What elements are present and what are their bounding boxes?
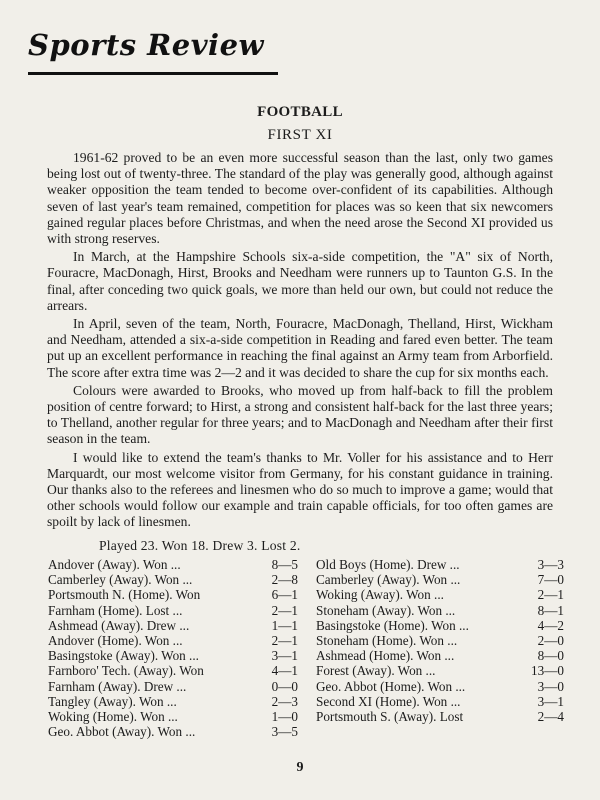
match-score: 7—0 [537, 572, 564, 588]
match-score: 3—1 [537, 693, 564, 709]
match-label: Stoneham (Home). Won ... [316, 632, 458, 648]
subsection-heading: FIRST XI [267, 127, 333, 143]
match-label: Woking (Away). Won ... [316, 587, 444, 603]
paragraph: In March, at the Hampshire Schools six-a-side competition, the "A" six of North, Fouracre, MacDonagh, Hirst, Brooks and Needham were runners up to Taunton G.S. In the final, after conceding two quick goals, we more than held our own, but could not reduce the arrears. [47, 249, 553, 313]
match-label: Old Boys (Home). Drew ... [316, 557, 460, 572]
banner-underline [28, 72, 278, 75]
result-row [48, 603, 298, 618]
page-number: 9 [296, 760, 304, 775]
result-row [316, 603, 564, 618]
paragraph: I would like to extend the team's thanks to Mr. Voller for his assistance and to Herr Marquardt, our most welcome visitor from Germany, for his constant guidance in training. Our thanks also to the referees and linesmen who do so much to improve a game; would that other schools would follow our example and train capable officials, for too often games are spoilt by lack of linesmen. [47, 449, 553, 530]
match-label: Ashmead (Away). Drew ... [48, 617, 190, 633]
match-label: Farnham (Away). Drew ... [48, 678, 187, 694]
match-score: 2—1 [271, 602, 298, 618]
result-row [316, 618, 564, 633]
match-score: 0—0 [271, 678, 298, 694]
match-score: 2—3 [271, 693, 298, 709]
match-label: Woking (Home). Won ... [48, 708, 178, 724]
match-score: 1—1 [271, 617, 298, 633]
match-score: 6—1 [271, 587, 298, 603]
match-label: Geo. Abbot (Away). Won ... [48, 724, 196, 740]
match-score: 4—1 [271, 663, 298, 679]
match-label: Ashmead (Home). Won ... [316, 648, 455, 664]
match-label: Forest (Away). Won ... [316, 663, 436, 679]
result-row [316, 679, 564, 694]
result-row [316, 633, 564, 648]
match-label: Portsmouth N. (Home). Won [48, 587, 201, 603]
result-row [48, 709, 298, 724]
result-row [48, 694, 298, 709]
season-record: Played 23. Won 18. Drew 3. Lost 2. [99, 538, 301, 553]
paragraph: Colours were awarded to Brooks, who moved up from half-back to fill the problem position of centre forward; to Hirst, a strong and consistent half-back for the last three years; to Thelland, another regular for three years; and to MacDonagh and Needham after their first season in the team. [47, 382, 553, 447]
match-label: Tangley (Away). Won ... [48, 693, 177, 709]
paragraph: 1961-62 proved to be an even more successful season than the last, only two games being lost out of twenty-three. The standard of the play was generally good, although against weaker opposition the team tended to become over-confident of its capabilities. Although seven of last year's team remained, competition for places was so keen that six newcomers gained regular places before Christmas, and when the need arose the Second XI provided us with strong reserves. [47, 150, 553, 247]
match-label: Portsmouth S. (Away). Lost [316, 708, 464, 724]
match-label: Camberley (Away). Won ... [48, 572, 193, 588]
result-row [316, 587, 564, 602]
result-row [48, 663, 298, 678]
section-heading: FOOTBALL [257, 104, 343, 120]
match-score: 1—0 [271, 708, 298, 724]
match-score: 2—8 [271, 572, 298, 588]
match-score: 4—2 [537, 617, 564, 633]
report-text [47, 150, 553, 533]
result-row [48, 572, 298, 587]
match-score: 2—1 [271, 632, 298, 648]
match-label: Farnboro' Tech. (Away). Won [48, 663, 204, 679]
match-score: 2—1 [537, 587, 564, 603]
match-score: 8—5 [271, 557, 298, 572]
match-score: 13—0 [531, 663, 564, 679]
match-score: 3—3 [537, 557, 564, 572]
result-row [48, 724, 298, 739]
match-label: Basingstoke (Away). Won ... [48, 648, 199, 664]
match-label: Andover (Away). Won ... [48, 557, 181, 572]
result-row [316, 663, 564, 678]
result-row [48, 618, 298, 633]
match-score: 3—1 [271, 648, 298, 664]
paragraph: In April, seven of the team, North, Fouracre, MacDonagh, Thelland, Hirst, Wickham and Needham, attended a six-a-side competition in Reading and fared even better. The team put up an excellent performance in reaching the final against an Army team from Arborfield. The score after extra time was 2—2 and it was decided to share the cup for six months each. [47, 316, 553, 380]
match-label: Farnham (Home). Lost ... [48, 602, 183, 618]
match-label: Andover (Home). Won ... [48, 632, 183, 648]
match-label: Geo. Abbot (Home). Won ... [316, 678, 466, 694]
result-row [48, 648, 298, 663]
result-row [48, 587, 298, 602]
match-label: Second XI (Home). Won ... [316, 693, 461, 709]
result-row [316, 557, 564, 572]
result-row [316, 694, 564, 709]
result-row [48, 679, 298, 694]
match-score: 2—4 [537, 708, 564, 724]
result-row [316, 709, 564, 724]
result-row [316, 648, 564, 663]
match-score: 2—0 [537, 632, 564, 648]
result-row [48, 633, 298, 648]
results-column-right [316, 557, 564, 724]
result-row [48, 557, 298, 572]
match-score: 3—5 [271, 724, 298, 740]
sports-review-banner: Sports Review [28, 28, 264, 62]
match-label: Stoneham (Away). Won ... [316, 602, 456, 618]
match-score: 3—0 [537, 678, 564, 694]
match-label: Basingstoke (Home). Won ... [316, 617, 469, 633]
match-score: 8—1 [537, 602, 564, 618]
match-score: 8—0 [537, 648, 564, 664]
results-column-left [48, 557, 298, 739]
match-label: Camberley (Away). Won ... [316, 572, 461, 588]
result-row [316, 572, 564, 587]
